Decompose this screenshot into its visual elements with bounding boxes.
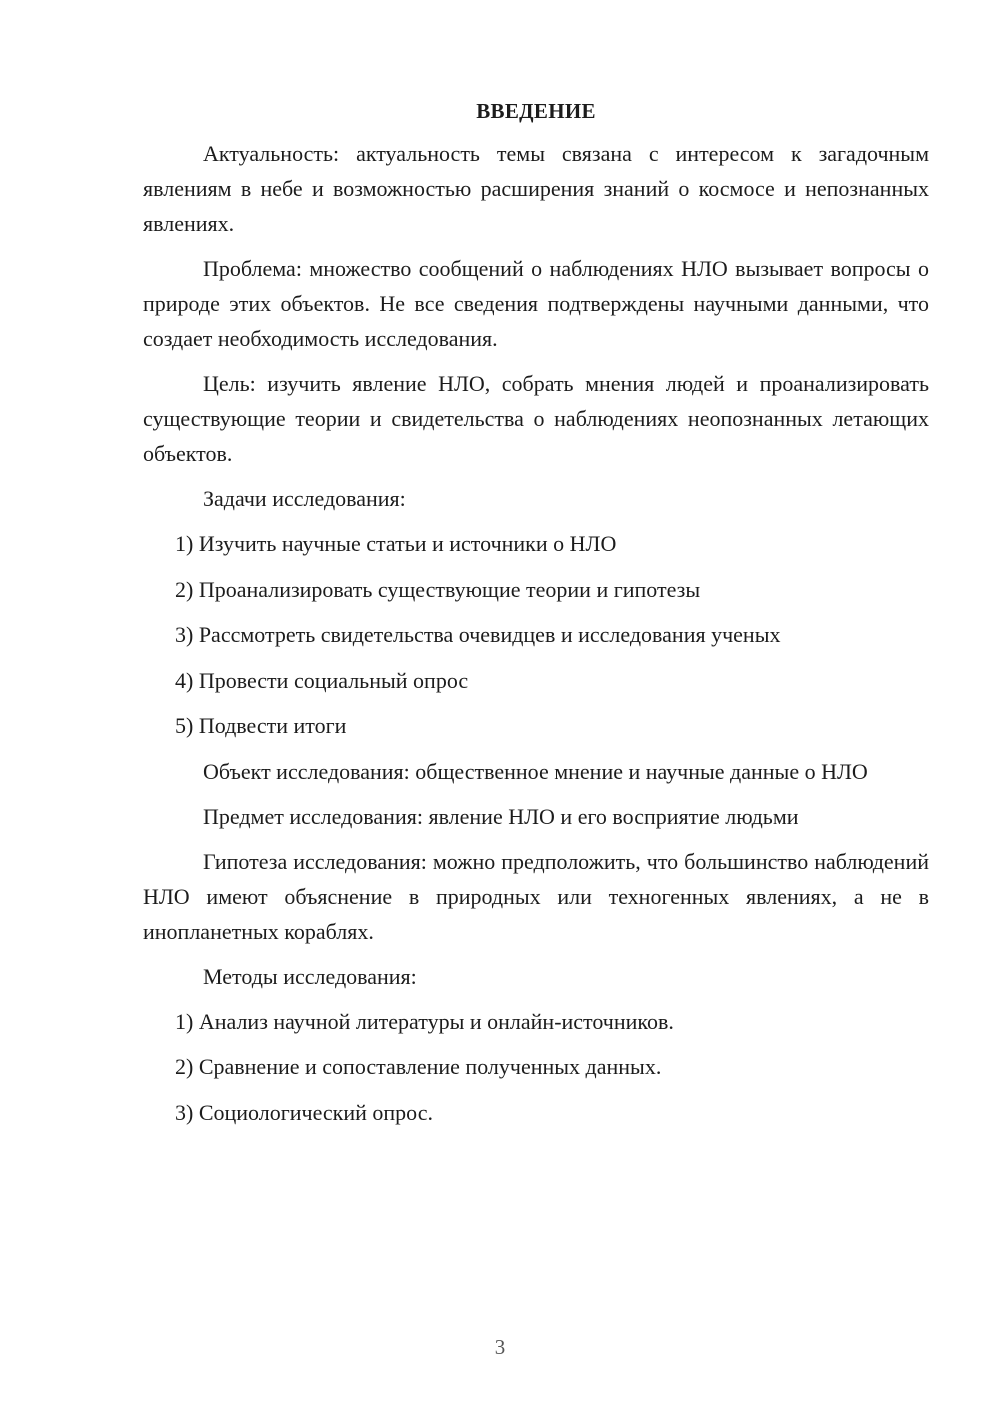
task-item: 2) Проанализировать существующие теории и гипотезы: [175, 576, 701, 602]
tasks-heading: Задачи исследования:: [203, 486, 406, 511]
subject-paragraph: Предмет исследования: явление НЛО и его восприятие людьми: [203, 803, 799, 829]
problem-paragraph: Проблема: множество сообщений о наблюдениях НЛО вызывает вопросы о природе этих объектов. Не все сведения подтверждены научными данными, что создает необходимость исследования.: [143, 256, 929, 351]
method-item: 1) Анализ научной литературы и онлайн-источников.: [175, 1008, 674, 1034]
method-item: 2) Сравнение и сопоставление полученных данных.: [175, 1054, 662, 1079]
section-heading: ВВЕДЕНИЕ: [476, 99, 596, 123]
object-paragraph: Объект исследования: общественное мнение и научные данные о НЛО: [203, 758, 868, 784]
task-item: 3) Рассмотреть свидетельства очевидцев и исследования ученых: [175, 622, 781, 647]
relevance-paragraph: Актуальность: актуальность темы связана с интересом к загадочным явлениям в небе и возможностью расширения знаний о космосе и непознанных явлениях.: [143, 141, 929, 236]
page-content: [143, 96, 929, 1140]
task-item: 4) Провести социальный опрос: [175, 667, 469, 693]
method-item: 3) Социологический опрос.: [175, 1099, 433, 1125]
hypothesis-paragraph: Гипотеза исследования: можно предположить, что большинство наблюдений НЛО имеют объяснение в природных или техногенных явлениях, а не в инопланетных кораблях.: [143, 848, 929, 944]
goal-paragraph: Цель: изучить явление НЛО, собрать мнения людей и проанализировать существующие теории и свидетельства о наблюдениях неопознанных летающих объектов.: [143, 371, 929, 466]
page-number: 3: [494, 1335, 506, 1359]
methods-heading: Методы исследования:: [203, 963, 417, 989]
methods-list: [143, 1004, 929, 1130]
task-item: 1) Изучить научные статьи и источники о НЛО: [175, 531, 617, 556]
tasks-list: [143, 526, 929, 743]
task-item: 5) Подвести итоги: [175, 713, 347, 738]
